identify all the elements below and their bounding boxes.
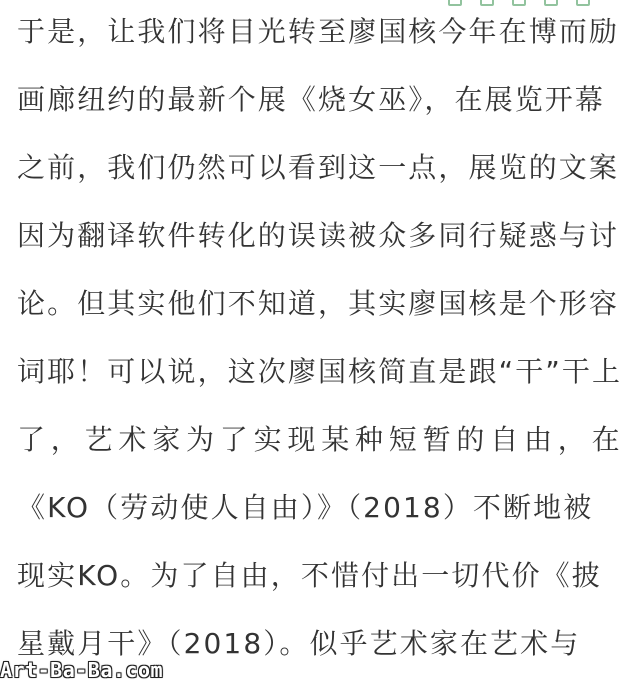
watermark: Art-Ba-Ba.com (0, 658, 164, 682)
article-line: 因为翻译软件转化的误读被众多同行疑惑与讨 (17, 219, 620, 252)
article-line: 了，艺术家为了实现某种短暂的自由，在 (17, 423, 626, 456)
article-line: 之前，我们仍然可以看到这一点，展览的文案 (17, 151, 620, 184)
article-line: 于是，让我们将目光转至廖国核今年在博而励 (17, 15, 620, 48)
article-line: 画廊纽约的最新个展《烧女巫》，在展览开幕 (17, 83, 606, 116)
article-line: 《KO（劳动使人自由）》（2018）不断地被 (17, 491, 594, 524)
article-body (17, 6, 626, 686)
article-line: 词耶！可以说，这次廖国核简直是跟“干”干上 (17, 355, 623, 388)
article-line: 现实KO。为了自由，不惜付出一切代价《披 (17, 559, 602, 592)
article-line: 论。但其实他们不知道，其实廖国核是个形容 (17, 287, 620, 320)
article-line: 星戴月干》（2018）。似乎艺术家在艺术与 (17, 627, 581, 660)
